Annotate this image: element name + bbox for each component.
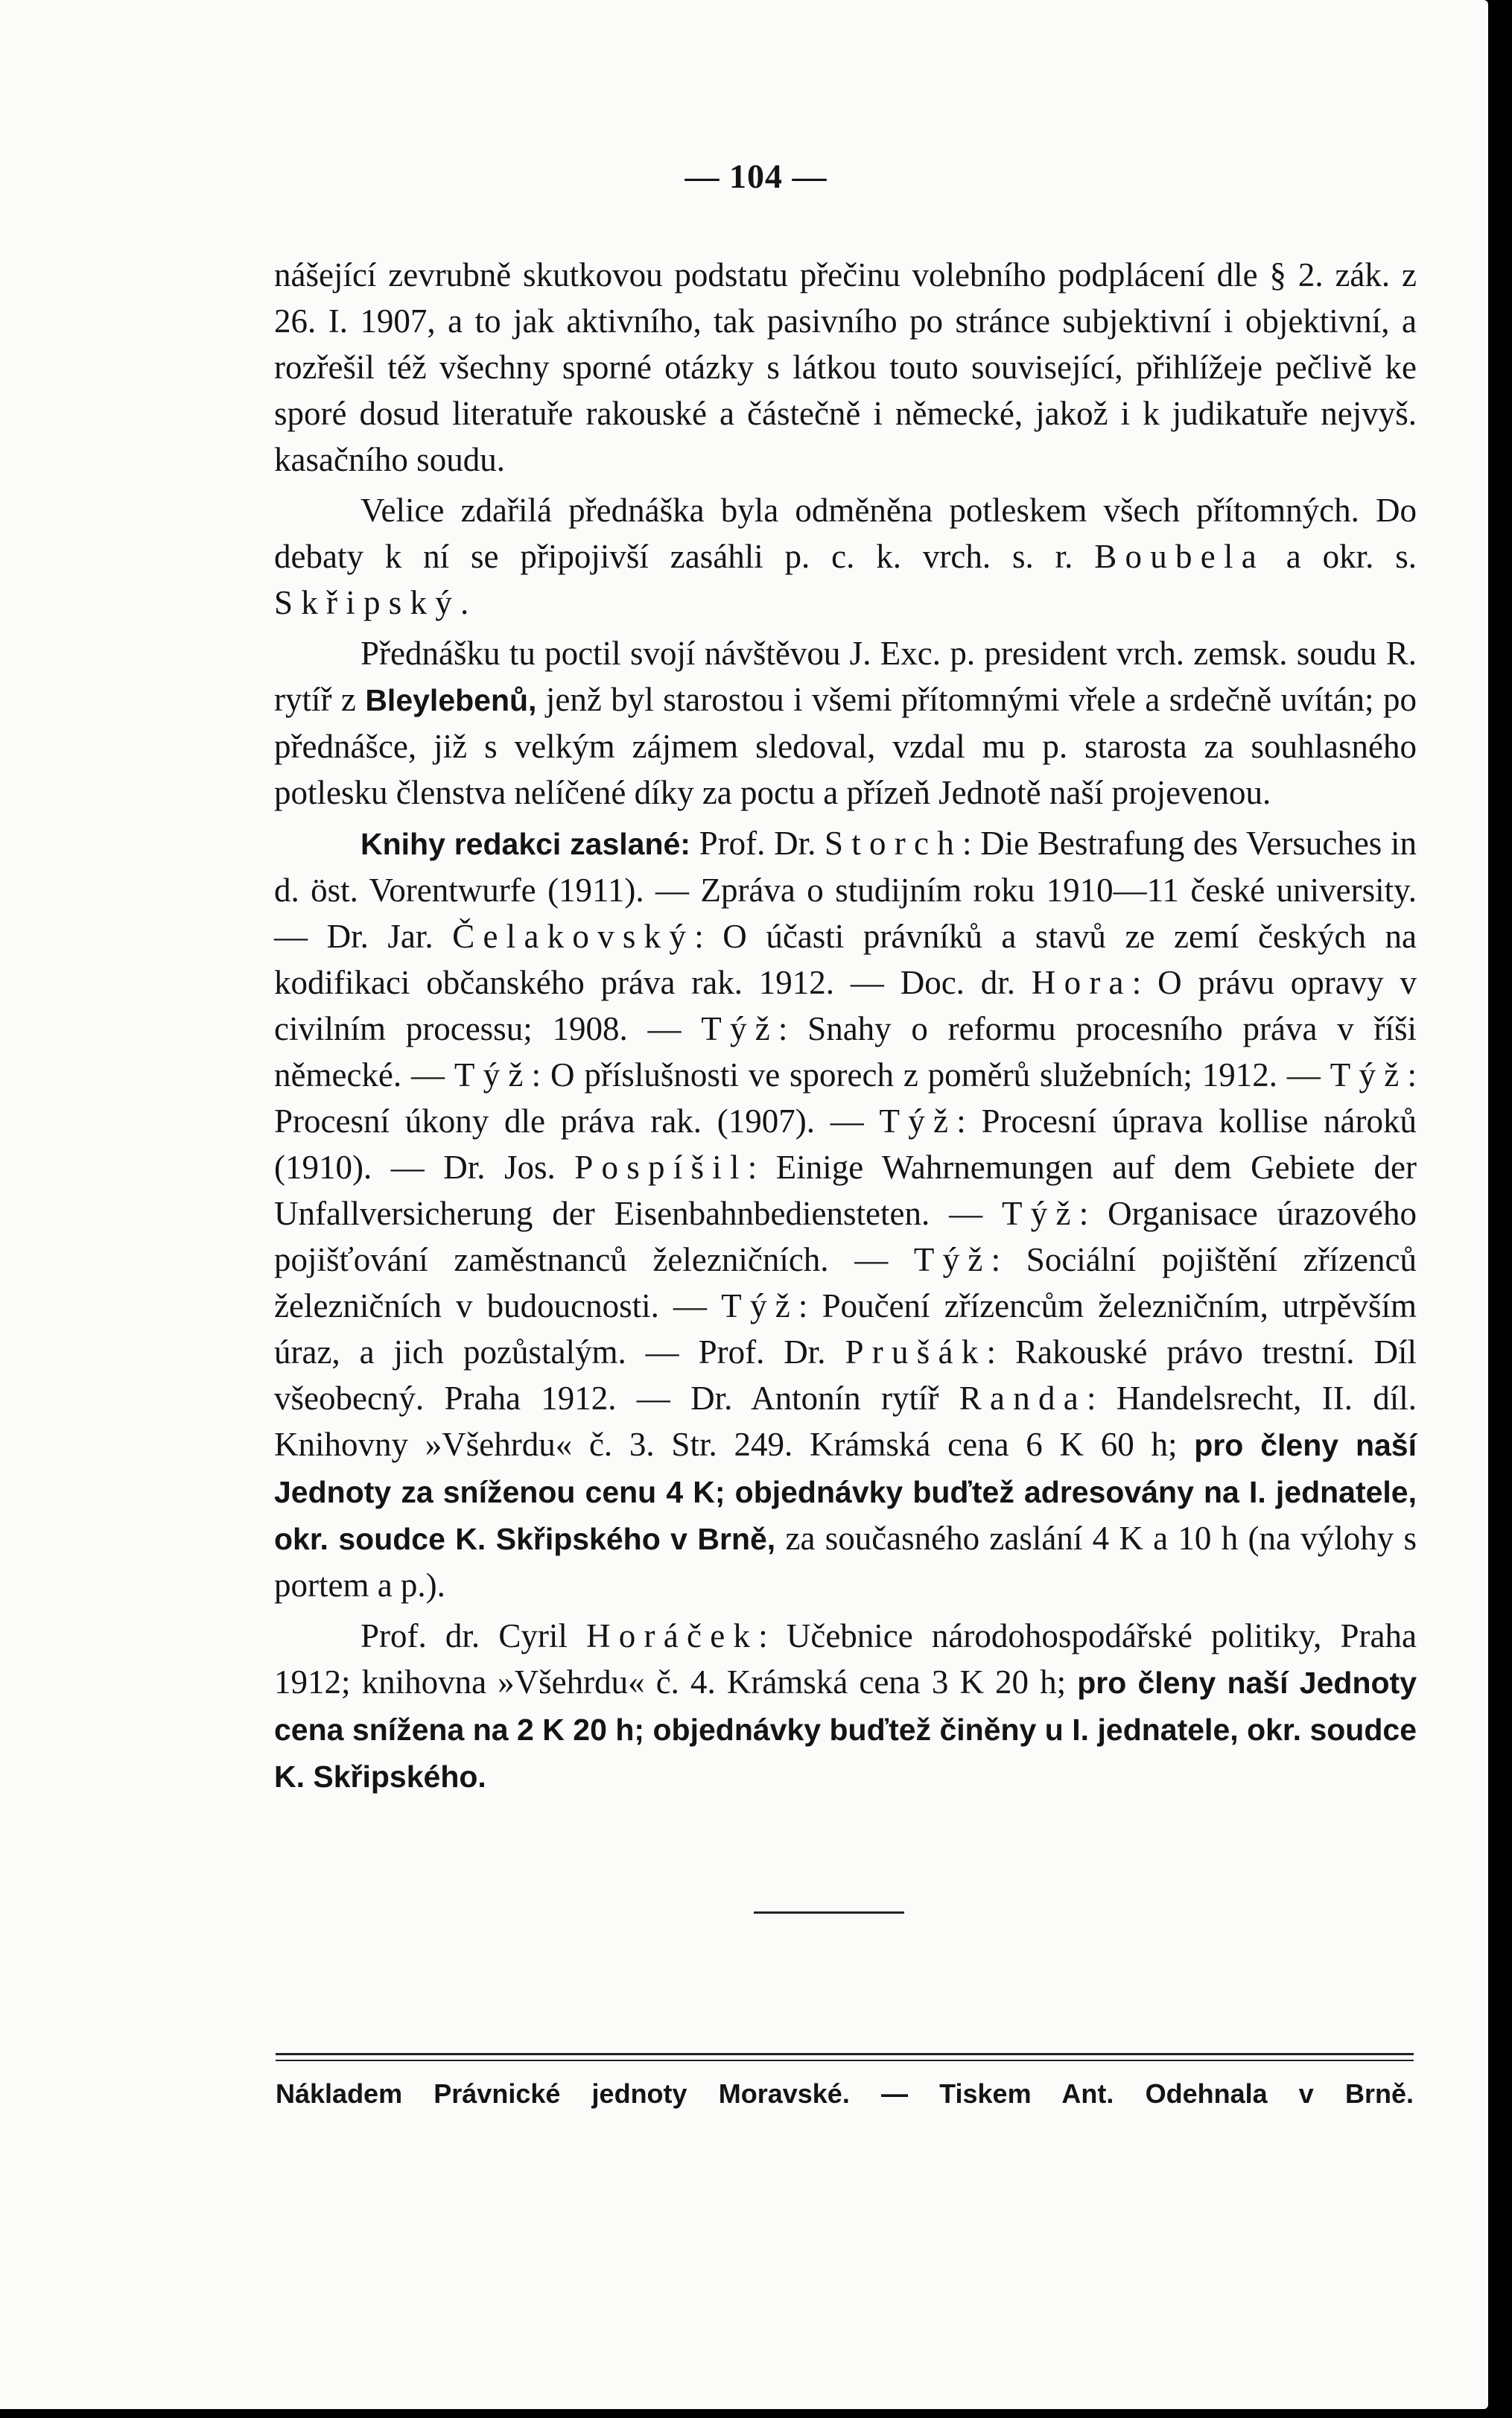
person-name: Boubela: [1094, 538, 1265, 575]
paragraph-3: Přednášku tu poctil svojí návštěvou J. Exc. p. president vrch. zemsk. soudu R. rytíř z Bleylebenů, jenž byl starostou i všemi přítomnými vřele a srdečně uvítán; po přednášce, již s velkým zájmem sledoval, vzdal mu p. starosta za souhlasného potlesku členstva nelíčené díky za poctu a přízeň Jednotě naší projevenou.: [274, 635, 1417, 811]
paragraph-2: Velice zdařilá přednáška byla odměněna potleskem všech přítomných. Do debaty k ní se připojivší zasáhli p. c. k. vrch. s. r. Boubela a okr. s. Skřipský.: [274, 492, 1417, 621]
page-number: — 104 —: [684, 157, 828, 195]
bold-offer: pro členy naší Jednoty za sníženou cenu 4 K; objednávky buďtež adresovány na I. jednatele, okr. soudce K. Skřipského v Brně,: [274, 1428, 1417, 1556]
bold-offer: pro členy naší Jednoty cena snížena na 2 K 20 h; objednávky buďtež činěny u I. jednatele, okr. soudce K. Skřipského.: [274, 1666, 1417, 1794]
section-divider: [754, 1911, 904, 1914]
paragraph-books: Knihy redakci zaslané: Prof. Dr. Storch: Die Bestrafung des Versuches in d. öst. Vorentwurfe (1911). — Zpráva o studijním roku 1910—11 české university. — Dr. Jar. Čelakovský: O účasti právníků a stavů ze zemí českých na kodifikaci občanského práva rak. 1912. — Doc. dr. Hora: O právu opravy v civilním processu; 1908. — Týž: Snahy o reformu procesního práva v říši německé. — Týž: O příslušnosti ve sporech z poměrů služebních; 1912. — Týž: Procesní úkony dle práva rak. (1907). — Týž: Procesní úprava kollise nároků (1910). — Dr. Jos. Pospíšil: Einige Wahrnemungen auf dem Gebiete der Unfallversicherung der Eisenbahnbediensteten. — Týž: Organisace úrazového pojišťování zaměstnanců železničních. — Týž: Sociální pojištění zřízenců železničních v budoucnosti. — Týž: Poučení zřízencům železničním, utrpěvším úraz, a jich pozůstalým. — Prof. Dr. Prušák: Rakouské právo trestní. Díl všeobecný. Praha 1912. — Dr. Antonín rytíř Randa: Handelsrecht, II. díl. Knihovny »Všehrdu« č. 3. Str. 249. Krámská cena 6 K 60 h; pro členy naší Jednoty za sníženou cenu 4 K; objednávky buďtež adresovány na I. jednatele, okr. soudce K. Skřipského v Brně, za současného zaslání 4 K a 10 h (na výlohy s portem a p.).: [274, 825, 1417, 1604]
person-name: Skřipský: [274, 584, 461, 621]
article-body: [274, 252, 1417, 1800]
bold-name: Bleylebenů,: [365, 683, 537, 717]
paragraph-5: Prof. dr. Cyril Horáček: Učebnice národohospodářské politiky, Praha 1912; knihovna »Všehrdu« č. 4. Krámská cena 3 K 20 h; pro členy naší Jednoty cena snížena na 2 K 20 h; objednávky buďtež činěny u I. jednatele, okr. soudce K. Skřipského.: [274, 1617, 1417, 1794]
section-heading: Knihy redakci zaslané:: [360, 827, 690, 861]
imprint-footer: Nákladem Právnické jednoty Moravské. — Tiskem Ant. Odehnala v Brně.: [276, 2078, 1414, 2109]
footer-rule: [276, 2053, 1414, 2061]
paragraph-1: nášející zevrubně skutkovou podstatu přečinu volebního podplácení dle § 2. zák. z 26. I. 1907, a to jak aktivního, tak pasivního po stránce subjektivní i objektivní, a rozřešil též všechny sporné otázky s látkou touto související, přihlížeje pečlivě ke sporé dosud literatuře rakouské a částečně i německé, jakož i k judikatuře nejvyš. kasačního soudu.: [274, 256, 1417, 478]
